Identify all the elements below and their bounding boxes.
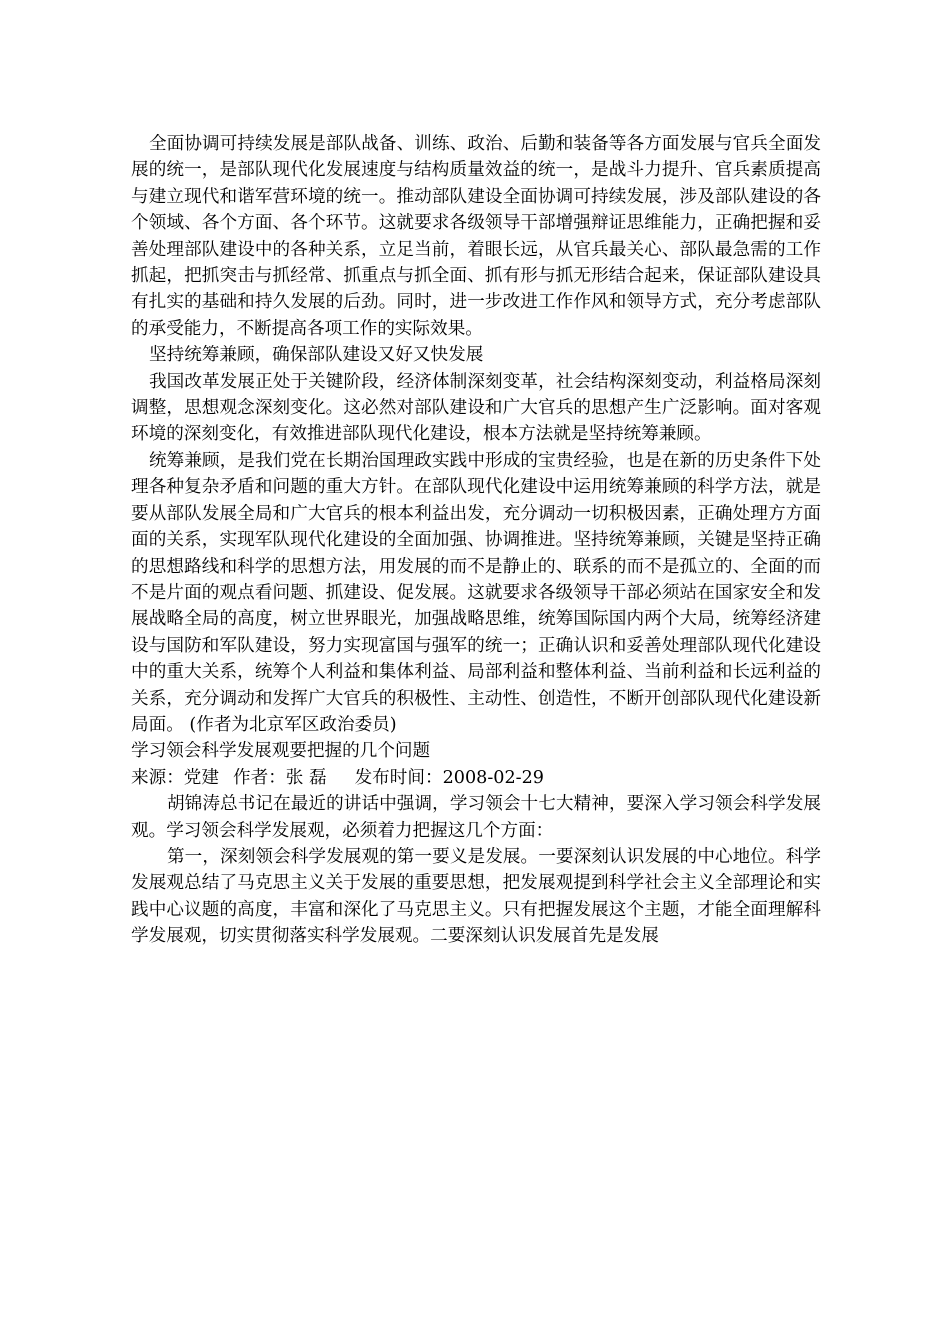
source-value: 党建 bbox=[183, 767, 219, 788]
paragraph-coordinated-development: 全面协调可持续发展是部队战备、训练、政治、后勤和装备等各方面发展与官兵全面发展的统一，是部队现代化发展速度与结构质量效益的统一，是战斗力提升、官兵素质提高与建立现代和谐军营环境的统一。推动部队建设全面协调可持续发展，涉及部队建设的各个领域、各个方面、各个环节。这就要求各级领导干部增强辩证思维能力，正确把握和妥善处理部队建设中的各种关系，立足当前，着眼长远，从官兵最关心、部队最急需的工作抓起，把抓突击与抓经常、抓重点与抓全面、抓有形与抓无形结合起来，保证部队建设具有扎实的基础和持久发展的后劲。同时，进一步改进工作作风和领导方式，充分考虑部队的承受能力，不断提高各项工作的实际效果。 bbox=[131, 134, 821, 339]
author-label: 作者： bbox=[233, 767, 286, 788]
paragraph-intro: 胡锦涛总书记在最近的讲话中强调，学习领会十七大精神，要深入学习领会科学发展观。学习领会科学发展观，必须着力把握这几个方面： bbox=[131, 794, 821, 841]
article-title: 学习领会科学发展观要把握的几个问题 bbox=[131, 741, 431, 762]
paragraph-reform-context: 我国改革发展正处于关键阶段，经济体制深刻变革，社会结构深刻变动，利益格局深刻调整，思想观念深刻变化。这必然对部队建设和广大官兵的思想产生广泛影响。面对客观环境的深刻变化，有效推进部队现代化建设，根本方法就是坚持统筹兼顾。 bbox=[131, 371, 821, 445]
author-value: 张 磊 bbox=[285, 767, 327, 788]
paragraph-overall-planning: 统筹兼顾，是我们党在长期治国理政实践中形成的宝贵经验，也是在新的历史条件下处理各种复杂矛盾和问题的重大方针。在部队现代化建设中运用统筹兼顾的科学方法，就是要从部队发展全局和广大官兵的根本利益出发，充分调动一切积极因素，正确处理方方面面的关系，实现军队现代化建设的全面加强、协调推进。坚持统筹兼顾，关键是坚持正确的思想路线和科学的思想方法，用发展的而不是静止的、联系的而不是孤立的、全面的而不是片面的观点看问题、抓建设、促发展。这就要求各级领导干部必须站在国家安全和发展战略全局的高度，树立世界眼光，加强战略思维，统筹国际国内两个大局，统筹经济建设与国防和军队建设，努力实现富国与强军的统一；正确认识和妥善处理部队现代化建设中的重大关系，统筹个人利益和集体利益、局部利益和整体利益、当前利益和长远利益的关系，充分调动和发挥广大官兵的积极性、主动性、创造性，不断开创部队现代化建设新局面。 (作者为北京军区政治委员) bbox=[131, 450, 821, 735]
article-meta bbox=[131, 765, 821, 791]
paragraph-first-point: 第一，深刻领会科学发展观的第一要义是发展。一要深刻认识发展的中心地位。科学发展观总结了马克思主义关于发展的重要思想，把发展观提到科学社会主义全部理论和实践中心议题的高度，丰富和深化了马克思主义。只有把握发展这个主题，才能全面理解科学发展观，切实贯彻落实科学发展观。二要深刻认识发展首先是发展 bbox=[131, 846, 821, 947]
date-label: 发布时间： bbox=[354, 767, 443, 788]
date-value: 2008-02-29 bbox=[442, 767, 545, 788]
document-page bbox=[131, 131, 821, 950]
section-heading: 坚持统筹兼顾，确保部队建设又好又快发展 bbox=[149, 345, 484, 366]
source-label: 来源： bbox=[131, 767, 184, 788]
